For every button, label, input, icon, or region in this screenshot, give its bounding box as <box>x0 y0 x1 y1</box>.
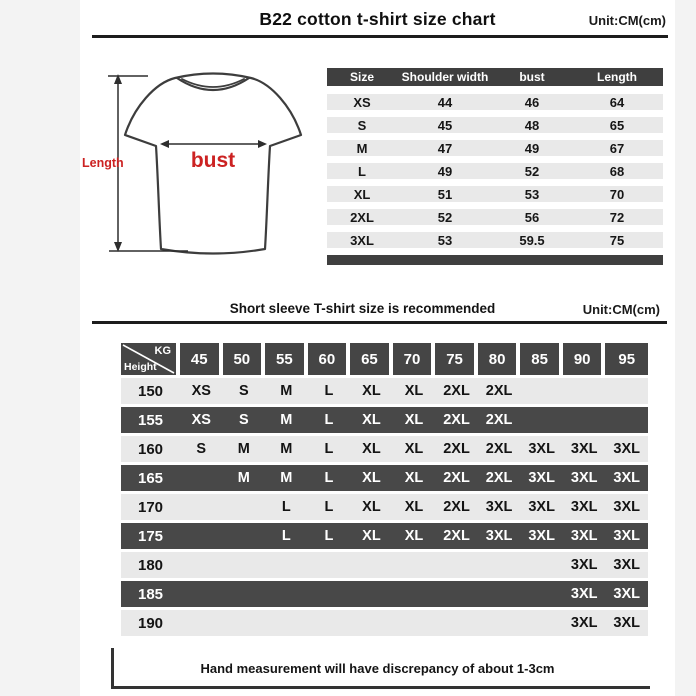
size-cell <box>180 552 223 578</box>
size-table-row <box>327 232 663 248</box>
weight-header-cell: 50 <box>223 343 266 375</box>
size-cell: 2XL <box>443 470 470 486</box>
size-cell: 2XL <box>443 412 470 428</box>
recommendation-row <box>121 552 648 578</box>
size-cell <box>223 494 266 520</box>
size-cell: 3XL <box>570 615 598 631</box>
recommendation-row <box>121 581 648 607</box>
size-table-cell: 67 <box>609 140 625 156</box>
recommendation-table <box>121 343 648 639</box>
size-cell <box>308 610 351 636</box>
size-table-cell: 75 <box>609 232 625 248</box>
size-cell <box>605 407 648 433</box>
corner-cell <box>121 343 180 375</box>
size-table-cell: 46 <box>524 94 540 110</box>
size-cell <box>180 610 223 636</box>
size-table-cell: 47 <box>437 140 453 156</box>
size-cell <box>265 610 308 636</box>
size-table-cell: 53 <box>524 186 540 202</box>
size-cell <box>435 610 478 636</box>
size-table-cell: 48 <box>524 117 540 133</box>
size-table-footer-bar <box>327 255 663 265</box>
height-label-cell: 160 <box>137 440 164 458</box>
size-cell <box>180 465 223 491</box>
size-cell <box>563 378 606 404</box>
size-cell <box>520 407 563 433</box>
recommendation-row <box>121 494 648 520</box>
size-table-cell: XS <box>353 94 371 110</box>
corner-kg-label: KG <box>154 345 171 357</box>
size-cell: XS <box>191 412 211 428</box>
size-cell: L <box>324 499 334 515</box>
size-cell: 2XL <box>443 528 470 544</box>
size-table-row <box>327 140 663 156</box>
divider-top <box>92 35 668 38</box>
bust-arrowhead-right <box>258 140 267 148</box>
size-cell <box>223 610 266 636</box>
weight-header-cell: 55 <box>265 343 308 375</box>
size-table-row <box>327 209 663 225</box>
tshirt-diagram <box>80 55 325 290</box>
size-table-cell: 44 <box>437 94 453 110</box>
recommendation-row <box>121 407 648 433</box>
content-area <box>80 0 675 696</box>
size-cell: 3XL <box>528 528 555 544</box>
size-table-cell: 52 <box>524 163 540 179</box>
size-cell: L <box>324 412 334 428</box>
size-cell: XL <box>404 412 424 428</box>
size-table-cell: 64 <box>609 94 625 110</box>
size-cell: 3XL <box>570 499 598 515</box>
height-label-cell: 180 <box>137 556 164 574</box>
size-table-cell: 72 <box>609 209 625 225</box>
size-cell: 3XL <box>570 441 598 457</box>
size-table-cell: 68 <box>609 163 625 179</box>
weight-header-cell: 95 <box>605 343 648 375</box>
size-table-cell: 2XL <box>350 209 374 225</box>
size-cell: XS <box>191 383 211 399</box>
size-cell: XL <box>404 528 424 544</box>
size-cell <box>223 552 266 578</box>
size-cell <box>308 581 351 607</box>
size-cell: 3XL <box>613 528 641 544</box>
size-cell: M <box>280 441 293 457</box>
page-title: B22 cotton t-shirt size chart <box>259 9 496 29</box>
size-cell: M <box>280 470 293 486</box>
size-cell: 3XL <box>613 557 641 573</box>
recommendation-header-row <box>121 343 648 375</box>
size-cell: XL <box>362 499 381 515</box>
size-cell <box>265 581 308 607</box>
height-label-cell: 170 <box>137 498 164 516</box>
size-table-cell: M <box>356 140 368 156</box>
size-cell: S <box>196 441 207 457</box>
size-cell: 3XL <box>485 528 513 544</box>
size-cell: 3XL <box>528 441 555 457</box>
size-cell: 2XL <box>443 499 470 515</box>
size-table-cell: 56 <box>524 209 540 225</box>
height-label-cell: 190 <box>137 614 164 632</box>
height-label-cell: 150 <box>137 382 164 400</box>
size-cell <box>180 494 223 520</box>
size-table-row <box>327 94 663 110</box>
divider-middle <box>92 321 667 324</box>
weight-header-cell: 70 <box>393 343 436 375</box>
size-cell: M <box>280 383 293 399</box>
height-label-cell: 185 <box>137 585 164 603</box>
size-table-cell: 51 <box>437 186 453 202</box>
size-cell: S <box>238 412 249 428</box>
size-table-header-cell: Length <box>597 70 637 84</box>
size-cell: L <box>324 528 334 544</box>
size-cell: XL <box>362 470 381 486</box>
size-cell: M <box>237 470 250 486</box>
footer-border-left <box>111 648 114 688</box>
size-cell: L <box>281 499 291 515</box>
recommendation-row <box>121 465 648 491</box>
weight-header-cell: 65 <box>350 343 393 375</box>
size-cell: M <box>280 412 293 428</box>
size-cell: 3XL <box>528 499 555 515</box>
size-cell: XL <box>404 499 424 515</box>
height-label-cell: 175 <box>137 527 164 545</box>
size-cell: L <box>324 470 334 486</box>
size-table <box>327 68 663 265</box>
size-cell: S <box>238 383 249 399</box>
size-cell <box>393 610 436 636</box>
size-cell <box>180 523 223 549</box>
height-label-cell: 165 <box>137 469 164 487</box>
size-table-cell: 49 <box>524 140 540 156</box>
footer-border-bottom <box>111 686 650 689</box>
size-table-cell: 3XL <box>350 232 374 248</box>
size-table-header-cell: Size <box>349 70 374 84</box>
size-cell <box>478 581 521 607</box>
size-cell <box>520 610 563 636</box>
weight-header-cell: 75 <box>435 343 478 375</box>
size-cell: XL <box>362 528 381 544</box>
size-cell <box>308 552 351 578</box>
size-cell: L <box>324 383 334 399</box>
size-table-row <box>327 186 663 202</box>
size-cell <box>563 407 606 433</box>
size-table-cell: 59.5 <box>519 232 545 248</box>
size-cell <box>223 523 266 549</box>
size-cell: 3XL <box>570 528 598 544</box>
size-cell <box>478 610 521 636</box>
recommendation-row <box>121 610 648 636</box>
size-table-header-row <box>327 68 663 86</box>
size-cell: 3XL <box>613 499 641 515</box>
size-cell <box>520 581 563 607</box>
size-cell: M <box>237 441 250 457</box>
recommendation-row <box>121 523 648 549</box>
size-cell <box>393 552 436 578</box>
recommendation-body <box>121 378 648 636</box>
corner-height-label: Height <box>124 361 157 373</box>
size-table-cell: S <box>357 117 367 133</box>
size-table-header-cell: bust <box>519 70 545 84</box>
weight-header-cell: 85 <box>520 343 563 375</box>
size-table-body <box>327 94 663 248</box>
size-cell: 3XL <box>528 470 555 486</box>
size-cell <box>520 552 563 578</box>
size-cell <box>393 581 436 607</box>
length-label: Length <box>82 156 124 170</box>
size-table-cell: 65 <box>609 117 625 133</box>
size-table-header-cell: Shoulder width <box>401 70 489 84</box>
size-cell: 2XL <box>443 441 470 457</box>
size-cell: L <box>281 528 291 544</box>
size-cell: 2XL <box>485 441 513 457</box>
weight-header-cell: 90 <box>563 343 606 375</box>
weight-header-cell: 45 <box>180 343 223 375</box>
size-table-cell: 52 <box>437 209 453 225</box>
size-cell <box>350 610 393 636</box>
size-table-cell: L <box>358 163 366 179</box>
size-cell <box>265 552 308 578</box>
size-table-cell: 45 <box>437 117 453 133</box>
size-cell: XL <box>404 383 424 399</box>
size-cell <box>478 552 521 578</box>
size-table-row <box>327 117 663 133</box>
size-table-row <box>327 163 663 179</box>
size-table-cell: 70 <box>609 186 625 202</box>
size-cell: 2XL <box>443 383 470 399</box>
collar-outer-curve <box>177 78 249 90</box>
unit-label-middle: Unit:CM(cm) <box>582 302 660 317</box>
size-cell: 3XL <box>613 470 641 486</box>
size-cell: 3XL <box>613 615 641 631</box>
size-table-cell: XL <box>353 186 371 202</box>
size-cell: L <box>324 441 334 457</box>
size-cell <box>435 581 478 607</box>
size-table-cell: 49 <box>437 163 453 179</box>
size-cell: 2XL <box>485 412 513 428</box>
size-cell: 2XL <box>485 470 513 486</box>
size-cell: XL <box>404 470 424 486</box>
footnote: Hand measurement will have discrepancy of about 1-3cm <box>200 661 555 676</box>
unit-label-top: Unit:CM(cm) <box>588 13 666 28</box>
size-cell: XL <box>362 412 381 428</box>
recommendation-row <box>121 436 648 462</box>
size-cell: XL <box>362 383 381 399</box>
bust-arrowhead-left <box>160 140 169 148</box>
weight-header-cell: 80 <box>478 343 521 375</box>
size-cell: 3XL <box>570 586 598 602</box>
size-cell <box>350 581 393 607</box>
weight-header-cell: 60 <box>308 343 351 375</box>
size-cell: 3XL <box>570 470 598 486</box>
size-cell <box>605 378 648 404</box>
recommendation-row <box>121 378 648 404</box>
size-cell <box>180 581 223 607</box>
bust-label: bust <box>190 149 236 172</box>
size-cell: 3XL <box>613 586 641 602</box>
subtitle: Short sleeve T-shirt size is recommended <box>229 301 496 316</box>
size-cell: 2XL <box>485 383 513 399</box>
size-cell <box>520 378 563 404</box>
size-cell <box>350 552 393 578</box>
size-cell: 3XL <box>570 557 598 573</box>
size-cell: XL <box>362 441 381 457</box>
height-label-cell: 155 <box>137 411 164 429</box>
size-cell: XL <box>404 441 424 457</box>
size-cell: 3XL <box>485 499 513 515</box>
size-cell <box>435 552 478 578</box>
size-cell: 3XL <box>613 441 641 457</box>
size-cell <box>223 581 266 607</box>
size-table-cell: 53 <box>437 232 453 248</box>
